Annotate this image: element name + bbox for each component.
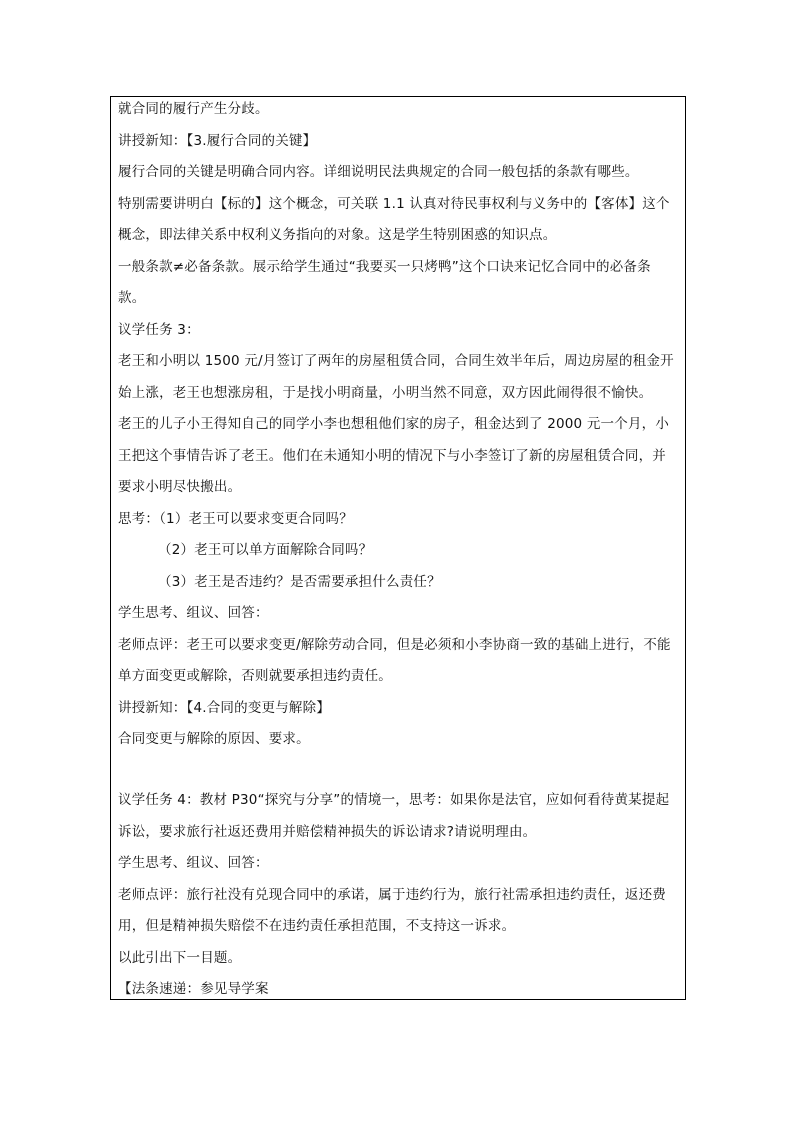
text-line: 概念，即法律关系中权利义务指向的对象。这是学生特别困惑的知识点。 <box>118 227 557 243</box>
text-line: 要求小明尽快搬出。 <box>118 479 242 495</box>
text-line: 讲授新知：【3.履行合同的关键】 <box>118 133 317 149</box>
text-line: 议学任务 3： <box>118 322 200 338</box>
text-line: （2）老王可以单方面解除合同吗？ <box>158 542 373 558</box>
text-line: 讲授新知：【4.合同的变更与解除】 <box>118 700 331 716</box>
text-line: 诉讼，要求旅行社返还费用并赔偿精神损失的诉讼请求?请说明理由。 <box>118 824 537 840</box>
text-line: 老师点评：老王可以要求变更/解除劳动合同，但是必须和小李协商一致的基础上进行，不能 <box>118 637 671 653</box>
text-line: （3）老王是否违约？是否需要承担什么责任？ <box>158 574 441 590</box>
text-line: 一般条款≠必备条款。展示给学生通过“我要买一只烤鸭”这个口诀来记忆合同中的必备条 <box>118 259 651 275</box>
text-line: 王把这个事情告诉了老王。他们在未通知小明的情况下与小李签订了新的房屋租赁合同，并 <box>118 448 666 464</box>
text-line: 履行合同的关键是明确合同内容。详细说明民法典规定的合同一般包括的条款有哪些。 <box>118 164 639 180</box>
text-line: 思考：（1）老王可以要求变更合同吗？ <box>118 511 353 527</box>
text-line: 用，但是精神损失赔偿不在违约责任承担范围，不支持这一诉求。 <box>118 918 516 934</box>
text-line: 合同变更与解除的原因、要求。 <box>118 731 310 747</box>
text-line: 【法条速递：参见导学案 <box>118 981 269 997</box>
text-line: 特别需要讲明白【标的】这个概念，可关联 1.1 认真对待民事权利与义务中的【客体】这个 <box>118 196 670 212</box>
text-line: 就合同的履行产生分歧。 <box>118 101 269 117</box>
text-line: 议学任务 4：教材 P30“探究与分享”的情境一，思考：如果你是法官，应如何看待黄某提起 <box>118 792 670 808</box>
text-line: 始上涨，老王也想涨房租，于是找小明商量，小明当然不同意，双方因此闹得很不愉快。 <box>118 385 653 401</box>
text-line: 老王和小明以 1500 元/月签订了两年的房屋租赁合同，合同生效半年后，周边房屋的租金开 <box>118 353 674 369</box>
text-line: 单方面变更或解除，否则就要承担违约责任。 <box>118 668 392 684</box>
text-line: 学生思考、组议、回答： <box>118 605 269 621</box>
text-line: 款。 <box>118 290 146 306</box>
text-line: 老王的儿子小王得知自己的同学小李也想租他们家的房子，租金达到了 2000 元一个月，小 <box>118 416 670 432</box>
content-table-cell <box>110 96 686 1000</box>
text-line: 以此引出下一目题。 <box>118 950 242 966</box>
text-line: 学生思考、组议、回答： <box>118 855 269 871</box>
text-line: 老师点评：旅行社没有兑现合同中的承诺，属于违约行为，旅行社需承担违约责任，返还费 <box>118 887 666 903</box>
